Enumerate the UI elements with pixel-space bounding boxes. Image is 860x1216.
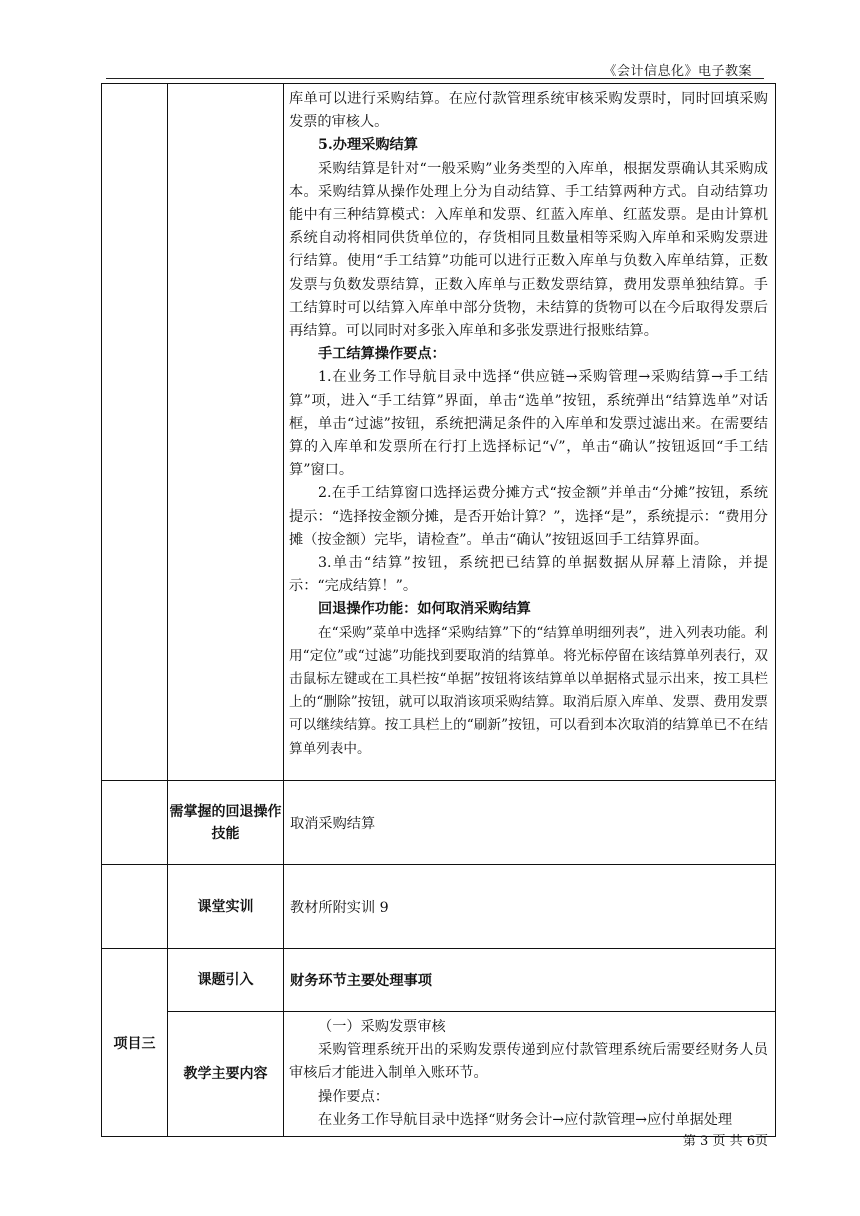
lesson-table: [101, 83, 776, 1137]
step-paragraph: 2.在手工结算窗口选择运费分摊方式“按金额”并单击“分摊”按钮，系统提示：“选择按金额分摊，是否开始计算？”，选择“是”，系统提示：“费用分摊（按金额）完毕，请检查”。单击“确认”按钮返回手工结算界面。: [289, 485, 768, 548]
empty-cell-project: [102, 865, 168, 949]
header-rule: [106, 78, 764, 79]
empty-cell-project: [102, 781, 168, 865]
intro-row: [102, 949, 776, 1012]
skill-value: 取消采购结算: [284, 781, 776, 865]
content-cell: [284, 84, 776, 781]
section-heading: 5.办理采购结算: [318, 137, 418, 154]
project-label: 项目三: [102, 949, 168, 1137]
paragraph: 在“采购”菜单中选择“采购结算”下的“结算单明细列表”，进入列表功能。利用“定位”或“过滤”功能找到要取消的结算单。将光标停留在该结算单列表行，双击鼠标左键或在工具栏按“单据”按钮将该结算单以单据格式显示出来，按工具栏上的“删除”按钮，就可以取消该项采购结算。取消后原入库单、发票、费用发票可以继续结算。按工具栏上的“刷新”按钮，可以看到本次取消的结算单已不在结算单列表中。: [289, 624, 768, 757]
paragraph: 在业务工作导航目录中选择“财务会计→应付款管理→应付单据处理: [318, 1111, 733, 1128]
paragraph: 采购结算是针对“一般采购”业务类型的入库单，根据发票确认其采购成本。采购结算从操作处理上分为自动结算、手工结算两种方式。自动结算功能中有三种结算模式：入库单和发票、红蓝入库单、红蓝发票。是由计算机系统自动将相同供货单位的，存货相同且数量相等采购入库单和采购发票进行结算。使用“手工结算”功能可以进行正数入库单与负数入库单结算，正数发票与负数发票结算，正数入库单与正数发票结算，费用发票单独结算。手工结算时可以结算入库单中部分货物，未结算的货物可以在今后取得发票后再结算。可以同时对多张入库单和多张发票进行报账结算。: [289, 160, 768, 340]
content-row: [102, 84, 776, 781]
skill-label: 需掌握的回退操作技能: [168, 781, 284, 865]
training-row: [102, 865, 776, 949]
section-heading: （一）采购发票审核: [318, 1019, 446, 1035]
page-number: 第 3 页 共 6页: [682, 1134, 768, 1149]
step-paragraph: 3.单击“结算”按钮，系统把已结算的单据数据从屏幕上清除，并提示：“完成结算！”。: [289, 555, 768, 595]
subheading: 回退操作功能：如何取消采购结算: [318, 601, 531, 618]
intro-value: 财务环节主要处理事项: [284, 949, 776, 1012]
paragraph: 库单可以进行采购结算。在应付款管理系统审核采购发票时，同时回填采购发票的审核人。: [289, 91, 768, 131]
main-content-cell: [284, 1012, 776, 1137]
step-paragraph: 1.在业务工作导航目录中选择“供应链→采购管理→采购结算→手工结算”项，进入“手工结算”界面，单击“选单”按钮，系统弹出“结算选单”对话框，单击“过滤”按钮，系统把满足条件的入库单和发票过滤出来。在需要结算的入库单和发票所在行打上选择标记“√”，单击“确认”按钮返回“手工结算”窗口。: [289, 369, 768, 479]
main-content-label: 教学主要内容: [168, 1012, 284, 1137]
main-content-row: [102, 1012, 776, 1137]
subheading: 手工结算操作要点：: [318, 346, 446, 363]
training-label: 课堂实训: [168, 865, 284, 949]
training-value: 教材所附实训 9: [284, 865, 776, 949]
subheading: 操作要点：: [318, 1088, 389, 1105]
document-header-title: 《会计信息化》电子教案: [603, 64, 752, 79]
empty-cell-label: [168, 84, 284, 781]
skill-row: [102, 781, 776, 865]
paragraph: 采购管理系统开出的采购发票传递到应付款管理系统后需要经财务人员审核后才能进入制单入账环节。: [289, 1042, 768, 1082]
intro-label: 课题引入: [168, 949, 284, 1012]
empty-cell-project: [102, 84, 168, 781]
